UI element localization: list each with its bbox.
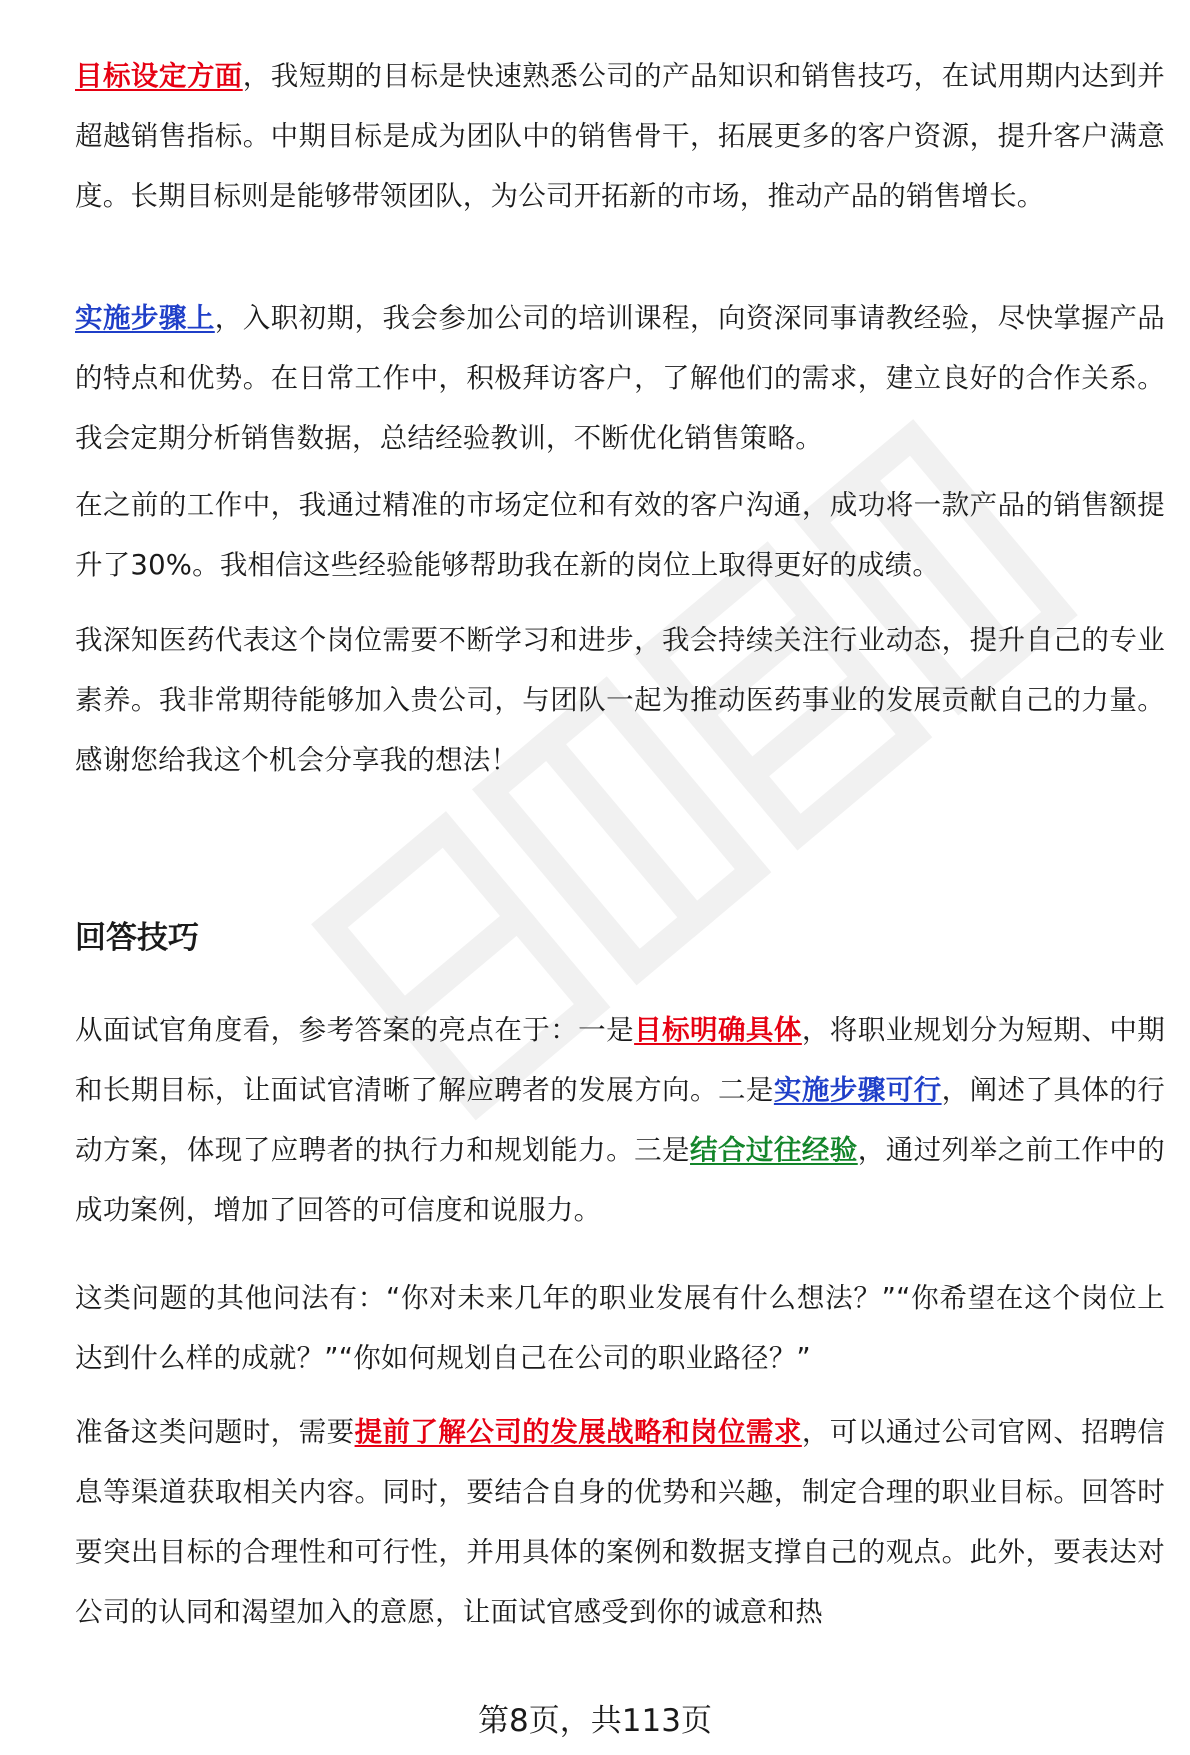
paragraph-text: ，将职业规划分为短期、中期和长期目标，让面试官清晰了解应聘者的发展方向。二是: [75, 1014, 1166, 1106]
highlight-past-experience: 结合过往经验: [690, 1134, 858, 1166]
paragraph-text: ，入职初期，我会参加公司的培训课程，向资深同事请教经验，尽快掌握产品的特点和优势。在日常工作中，积极拜访客户，了解他们的需求，建立良好的合作关系。我会定期分析销售数据，总结经验教训，不断优化销售策略。: [75, 302, 1166, 454]
paragraph-text: 我深知医药代表这个岗位需要不断学习和进步，我会持续关注行业动态，提升自己的专业素养。我非常期待能够加入贵公司，与团队一起为推动医药事业的发展贡献自己的力量。感谢您给我这个机会分享我的想法！: [75, 624, 1165, 776]
highlight-goal-setting: 目标设定方面: [75, 60, 243, 92]
highlight-company-research: 提前了解公司的发展战略和岗位需求: [354, 1416, 802, 1448]
paragraph-text: ，通过列举之前工作中的成功案例，增加了回答的可信度和说服力。: [75, 1134, 1165, 1226]
paragraph-goal-setting: [75, 46, 1165, 226]
page-number-footer: 第8页，共113页: [478, 1703, 712, 1739]
paragraph-text: 从面试官角度看，参考答案的亮点在于：一是: [75, 1014, 635, 1046]
paragraph-alternative-questions: [75, 1268, 1165, 1388]
paragraph-implementation: [75, 288, 1165, 468]
paragraph-answer-highlights: [75, 1000, 1165, 1240]
highlight-clear-goals: 目标明确具体: [634, 1014, 802, 1046]
highlight-implementation: 实施步骤上: [75, 302, 215, 334]
paragraph-text: ，我短期的目标是快速熟悉公司的产品知识和销售技巧，在试用期内达到并超越销售指标。中期目标是成为团队中的销售骨干，拓展更多的客户资源，提升客户满意度。长期目标则是能够带领团队，为公司开拓新的市场，推动产品的销售增长。: [75, 60, 1165, 212]
paragraph-text: ，可以通过公司官网、招聘信息等渠道获取相关内容。同时，要结合自身的优势和兴趣，制定合理的职业目标。回答时要突出目标的合理性和可行性，并用具体的案例和数据支撑自己的观点。此外，要表达对公司的认同和渴望加入的意愿，让面试官感受到你的诚意和热: [75, 1416, 1166, 1628]
highlight-feasible-steps: 实施步骤可行: [773, 1074, 942, 1106]
paragraph-text: 准备这类问题时，需要: [75, 1416, 355, 1448]
paragraph-text: 在之前的工作中，我通过精准的市场定位和有效的客户沟通，成功将一款产品的销售额提升了30%。我相信这些经验能够帮助我在新的岗位上取得更好的成绩。: [75, 489, 1165, 581]
paragraph-closing: [75, 610, 1165, 790]
paragraph-preparation: [75, 1402, 1165, 1642]
paragraph-text: ，阐述了具体的行动方案，体现了应聘者的执行力和规划能力。三是: [75, 1074, 1165, 1166]
paragraph-text: 这类问题的其他问法有：“你对未来几年的职业发展有什么想法？”“你希望在这个岗位上达到什么样的成就？”“你如何规划自己在公司的职业路径？”: [75, 1282, 1165, 1374]
section-heading: 回答技巧: [75, 920, 199, 956]
paragraph-past-experience: [75, 475, 1165, 595]
